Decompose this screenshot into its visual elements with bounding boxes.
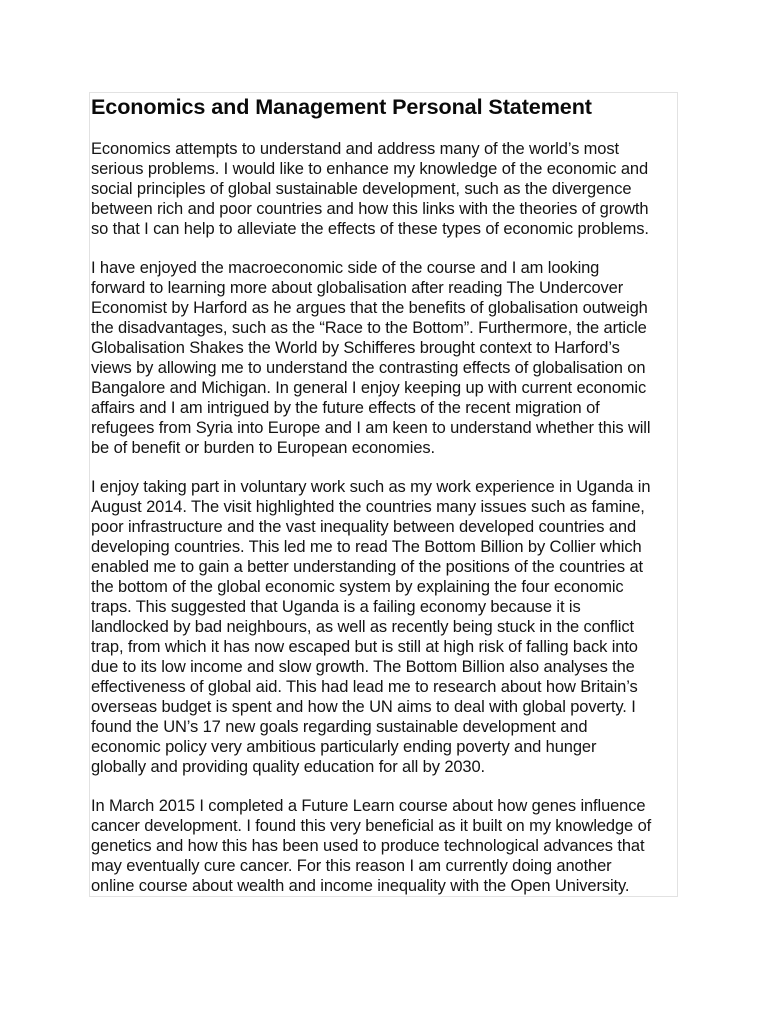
paragraph-line: the bottom of the global economic system by explaining the four economic [91,578,624,596]
paragraph-1 [91,139,681,239]
paragraph-line: may eventually cure cancer. For this reason I am currently doing another [91,857,612,875]
paragraph-line: be of benefit or burden to European economies. [91,439,435,457]
paragraph-line: so that I can help to alleviate the effects of these types of economic problems. [91,220,649,238]
paragraph-line: refugees from Syria into Europe and I am keen to understand whether this will [91,419,651,437]
paragraph-line: economic policy very ambitious particularly ending poverty and hunger [91,738,597,756]
paragraph-line: Economics attempts to understand and address many of the world’s most [91,140,619,158]
paragraph-4 [91,796,681,896]
paragraph-line: landlocked by bad neighbours, as well as recently being stuck in the conflict [91,618,634,636]
paragraph-line: genetics and how this has been used to produce technological advances that [91,837,645,855]
paragraph-2 [91,258,681,458]
paragraph-line: Economist by Harford as he argues that the benefits of globalisation outweigh [91,299,648,317]
paragraph-line: trap, from which it has now escaped but is still at high risk of falling back into [91,638,638,656]
paragraph-line: views by allowing me to understand the contrasting effects of globalisation on [91,359,646,377]
paragraph-line: I enjoy taking part in voluntary work such as my work experience in Uganda in [91,478,651,496]
paragraph-line: globally and providing quality education for all by 2030. [91,758,486,776]
paragraph-line: poor infrastructure and the vast inequality between developed countries and [91,518,637,536]
paragraph-3 [91,477,681,777]
paragraph-line: developing countries. This led me to read The Bottom Billion by Collier which [91,538,642,556]
document-title: Economics and Management Personal Statement [91,94,592,119]
paragraph-line: Globalisation Shakes the World by Schifferes brought context to Harford’s [91,339,620,357]
document-content [91,92,681,896]
paragraph-line: I have enjoyed the macroeconomic side of the course and I am looking [91,259,600,277]
paragraph-line: cancer development. I found this very beneficial as it built on my knowledge of [91,817,652,835]
paragraph-line: effectiveness of global aid. This had lead me to research about how Britain’s [91,678,638,696]
paragraph-line: online course about wealth and income inequality with the Open University. [91,877,630,895]
paragraph-line: forward to learning more about globalisation after reading The Undercover [91,279,624,297]
paragraph-line: found the UN’s 17 new goals regarding sustainable development and [91,718,588,736]
paragraph-line: the disadvantages, such as the “Race to the Bottom”. Furthermore, the article [91,319,647,337]
paragraph-line: social principles of global sustainable development, such as the divergence [91,180,632,198]
paragraph-line: between rich and poor countries and how this links with the theories of growth [91,200,649,218]
paragraph-line: serious problems. I would like to enhance my knowledge of the economic and [91,160,649,178]
paragraph-line: In March 2015 I completed a Future Learn course about how genes influence [91,797,646,815]
paragraph-line: Bangalore and Michigan. In general I enjoy keeping up with current economic [91,379,647,397]
paragraph-line: August 2014. The visit highlighted the countries many issues such as famine, [91,498,645,516]
paragraph-line: affairs and I am intrigued by the future effects of the recent migration of [91,399,600,417]
paragraph-line: due to its low income and slow growth. The Bottom Billion also analyses the [91,658,635,676]
paragraph-line: enabled me to gain a better understanding of the positions of the countries at [91,558,644,576]
paragraph-line: traps. This suggested that Uganda is a failing economy because it is [91,598,581,616]
paragraph-line: overseas budget is spent and how the UN aims to deal with global poverty. I [91,698,636,716]
